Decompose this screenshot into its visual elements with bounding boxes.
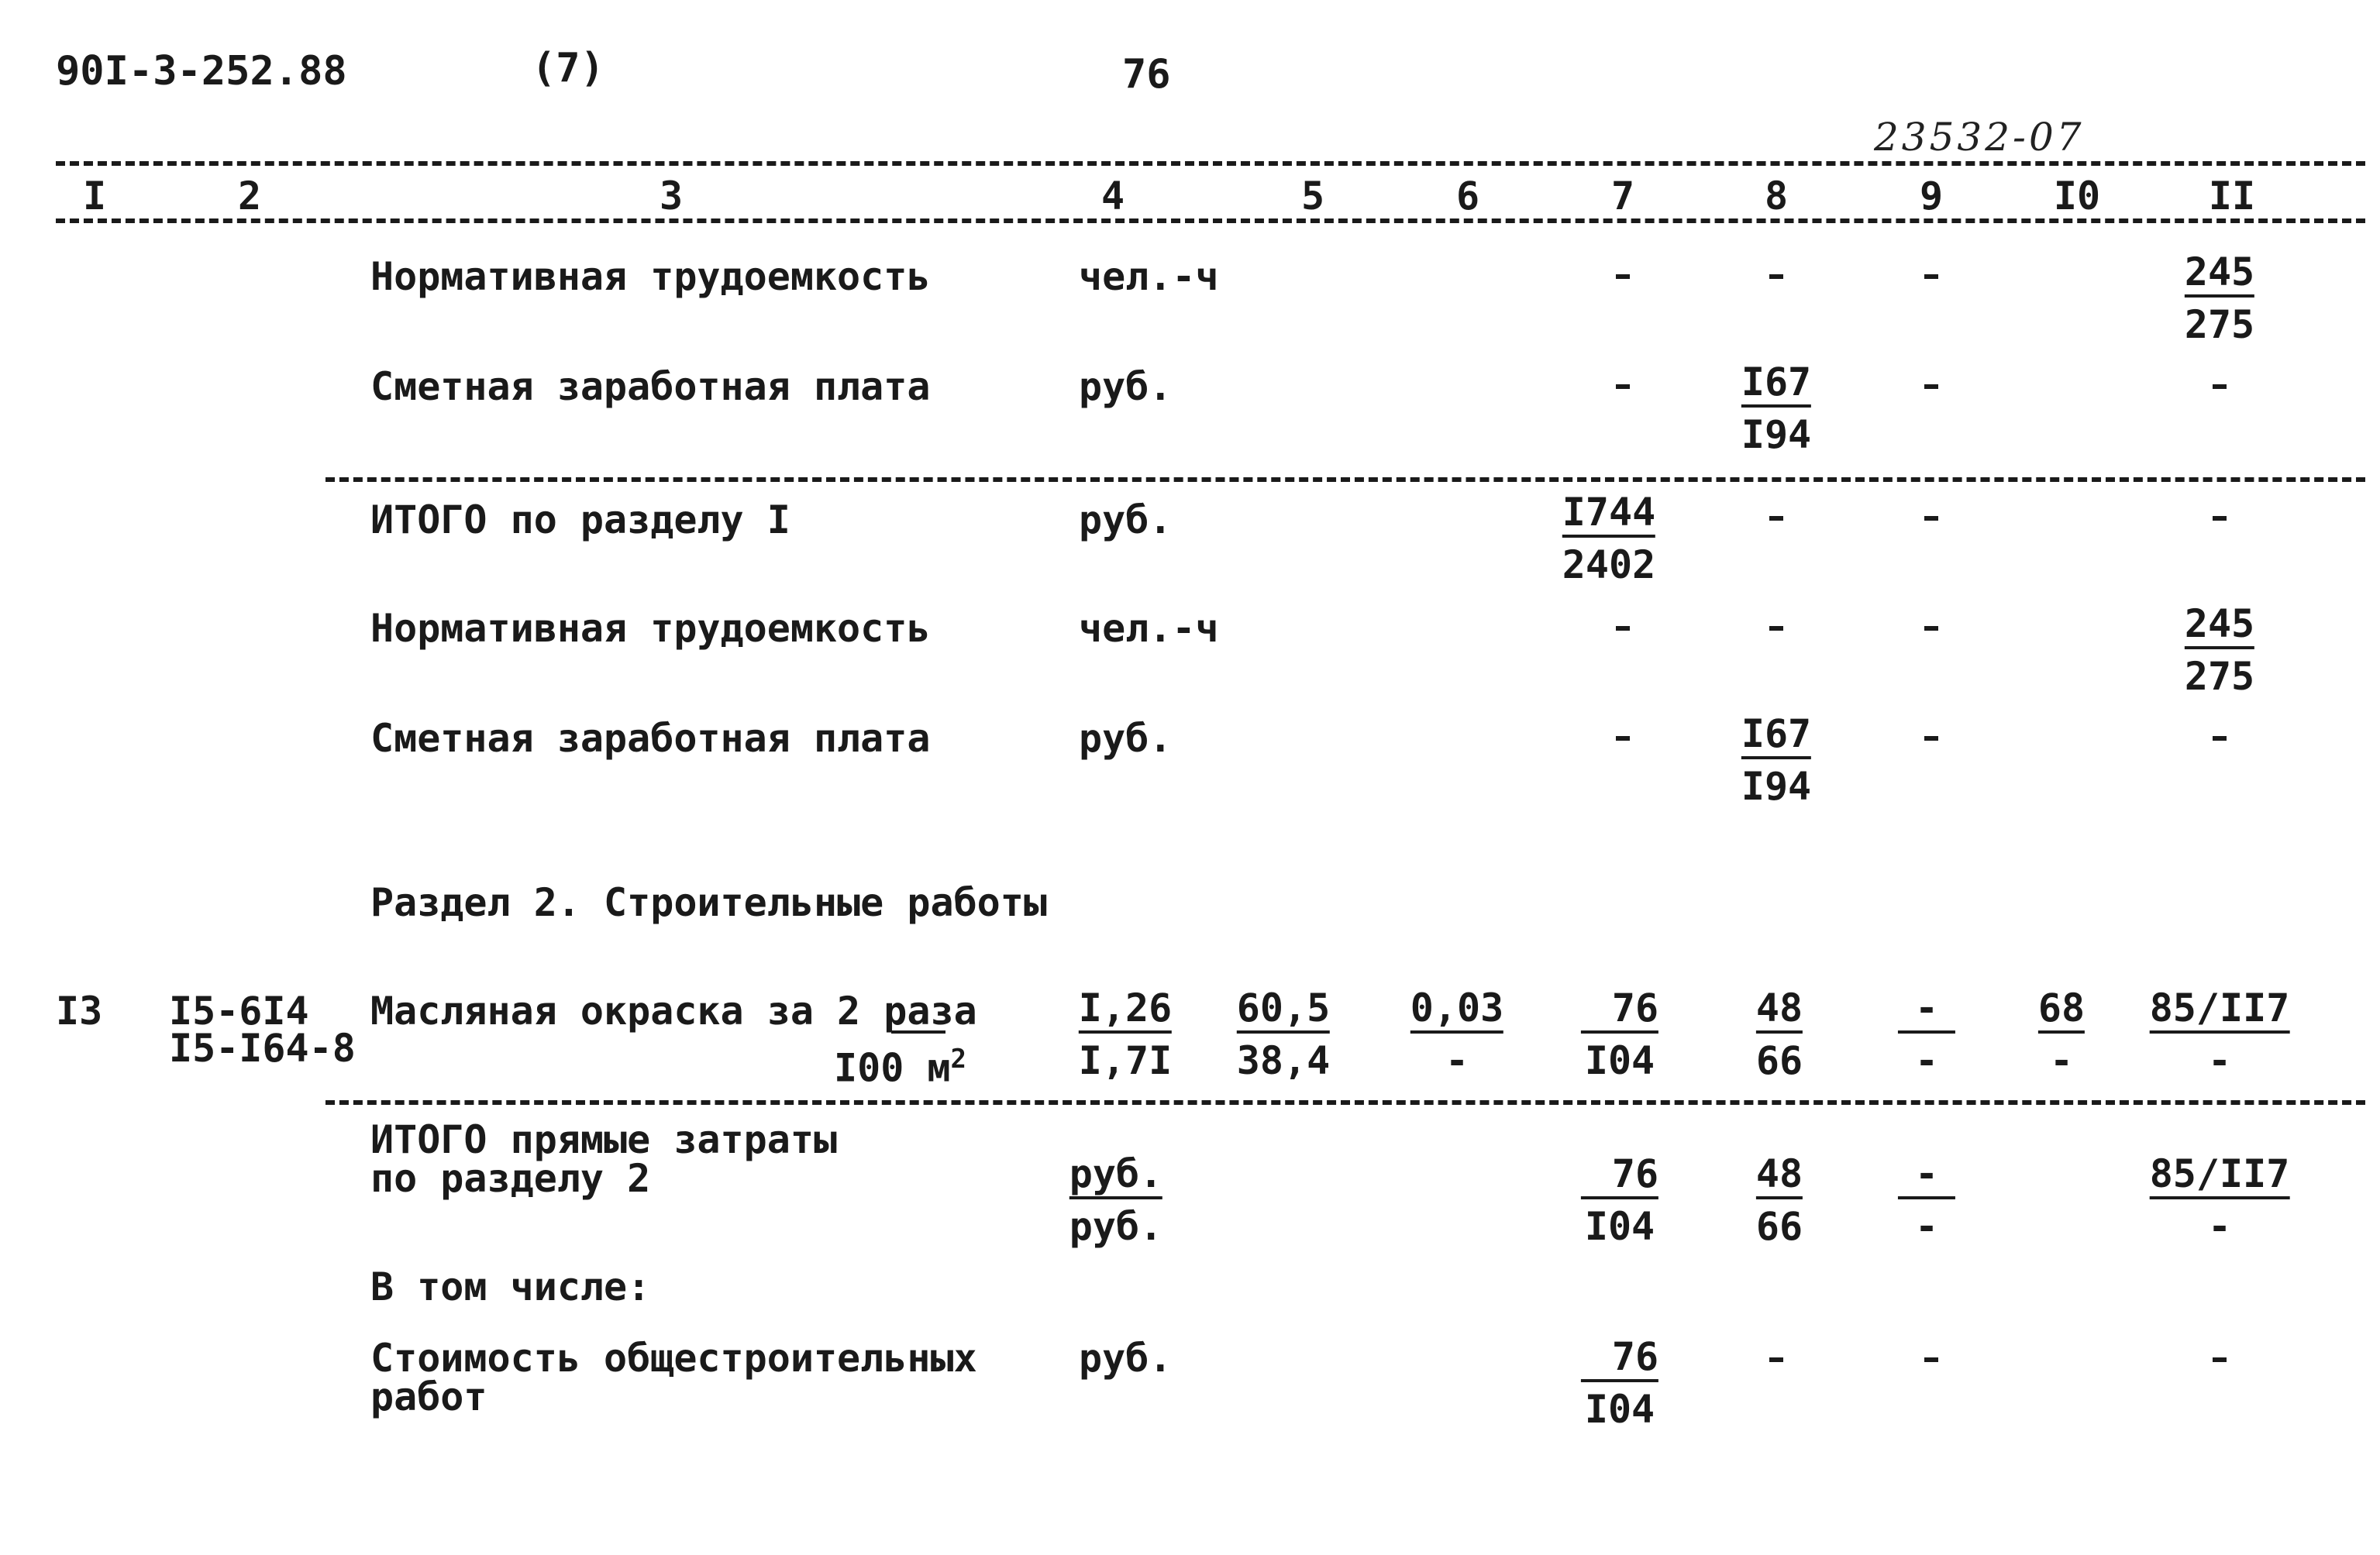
col-header-7: 7 <box>1610 174 1635 218</box>
subtotal-rule <box>325 1100 2365 1105</box>
row-label: Стоимость общестроительных <box>370 1336 977 1381</box>
rate-code: I5-6I4 <box>169 989 309 1034</box>
dash-mark <box>1616 274 1630 279</box>
label-underline <box>891 1030 945 1034</box>
fraction-value: $\frac{I67}{I94}$ <box>1741 360 1812 457</box>
row-label: работ <box>370 1374 487 1419</box>
page-number: 76 <box>1122 51 1171 98</box>
col-header-9: 9 <box>1919 174 1944 218</box>
dash-mark <box>1924 274 1938 279</box>
fraction-value: - - <box>1898 1154 1955 1246</box>
row-unit: руб. <box>1079 1336 1173 1381</box>
fraction-value: $\frac{245}{275}$ <box>2184 601 2255 699</box>
fraction-value: $\frac{I,26}{I,7I}$ <box>1078 986 1173 1083</box>
fraction-value: $\frac{I744}{2402}$ <box>1562 490 1656 587</box>
subtotal-rule <box>325 477 2365 482</box>
handwritten-stamp: 23532-07 <box>1874 115 2085 160</box>
col-header-5: 5 <box>1300 174 1325 218</box>
row-label: ИТОГО прямые затраты <box>370 1117 838 1162</box>
row-label: Нормативная трудоемкость <box>370 606 931 651</box>
dash-mark <box>1616 384 1630 389</box>
row-unit: I00 $м^2$ <box>834 1044 966 1091</box>
fraction-value: $\frac{76}{I04}$ <box>1581 1337 1658 1429</box>
dash-mark <box>1769 1357 1783 1362</box>
fraction-value: $\frac{48}{66}$ <box>1755 1151 1803 1249</box>
row-unit: руб. <box>1079 497 1173 542</box>
dash-mark <box>2213 384 2227 389</box>
fraction-value: $\frac{245}{275}$ <box>2184 249 2255 347</box>
fraction-value: 85/II7 - <box>2149 1151 2290 1249</box>
header-top-rule <box>56 161 2365 166</box>
row-label: Нормативная трудоемкость <box>370 254 931 299</box>
unit-fraction: руб. руб. <box>1069 1151 1163 1249</box>
dash-mark <box>1769 274 1783 279</box>
col-header-11: II <box>2208 174 2256 218</box>
dash-mark <box>2213 516 2227 521</box>
col-header-8: 8 <box>1764 174 1789 218</box>
row-number: I3 <box>56 989 103 1034</box>
row-unit: чел.-ч <box>1079 254 1219 299</box>
fraction-value: $\frac{76}{I04}$ <box>1581 989 1658 1080</box>
row-label: В том числе: <box>370 1264 651 1309</box>
row-unit: руб. <box>1079 364 1173 409</box>
row-label: Масляная окраска за 2 раза <box>370 989 977 1034</box>
rate-code: I5-I64-8 <box>169 1026 356 1071</box>
col-header-3: 3 <box>659 174 684 218</box>
fraction-value: $\frac{I67}{I94}$ <box>1741 711 1812 809</box>
dash-mark <box>1769 626 1783 631</box>
col-header-10: I0 <box>2053 174 2101 218</box>
dash-mark <box>1616 736 1630 741</box>
fraction-value: 68 - <box>2037 986 2086 1083</box>
row-unit: чел.-ч <box>1079 606 1219 651</box>
dash-mark <box>1924 736 1938 741</box>
dash-mark <box>2213 1357 2227 1362</box>
col-header-1: I <box>82 174 107 218</box>
fraction-value: $\frac{48}{66}$ <box>1755 986 1803 1083</box>
document-code: 90I-3-252.88 <box>56 48 347 95</box>
col-header-2: 2 <box>237 174 262 218</box>
dash-mark <box>1769 516 1783 521</box>
row-unit: руб. <box>1079 716 1173 761</box>
section-heading: Раздел 2. Строительные работы <box>370 880 1047 925</box>
row-label: ИТОГО по разделу I <box>370 497 790 542</box>
row-label: по разделу 2 <box>370 1156 651 1201</box>
dash-mark <box>2213 736 2227 741</box>
dash-mark <box>1924 516 1938 521</box>
fraction-value: 0,03 - <box>1410 986 1504 1083</box>
dash-mark <box>1924 626 1938 631</box>
fraction-value: $\frac{76}{I04}$ <box>1581 1154 1658 1246</box>
row-label: Сметная заработная плата <box>370 364 931 409</box>
col-header-4: 4 <box>1100 174 1125 218</box>
header-bottom-rule <box>56 218 2365 223</box>
fraction-value: - - <box>1898 989 1955 1080</box>
fraction-value: $\frac{60,5}{38,4}$ <box>1236 986 1331 1083</box>
col-header-6: 6 <box>1455 174 1480 218</box>
dash-mark <box>1924 384 1938 389</box>
sheet-number: (7) <box>532 45 604 91</box>
fraction-value: 85/II7 - <box>2149 986 2290 1083</box>
row-label: Сметная заработная плата <box>370 716 931 761</box>
dash-mark <box>1616 626 1630 631</box>
dash-mark <box>1924 1357 1938 1362</box>
